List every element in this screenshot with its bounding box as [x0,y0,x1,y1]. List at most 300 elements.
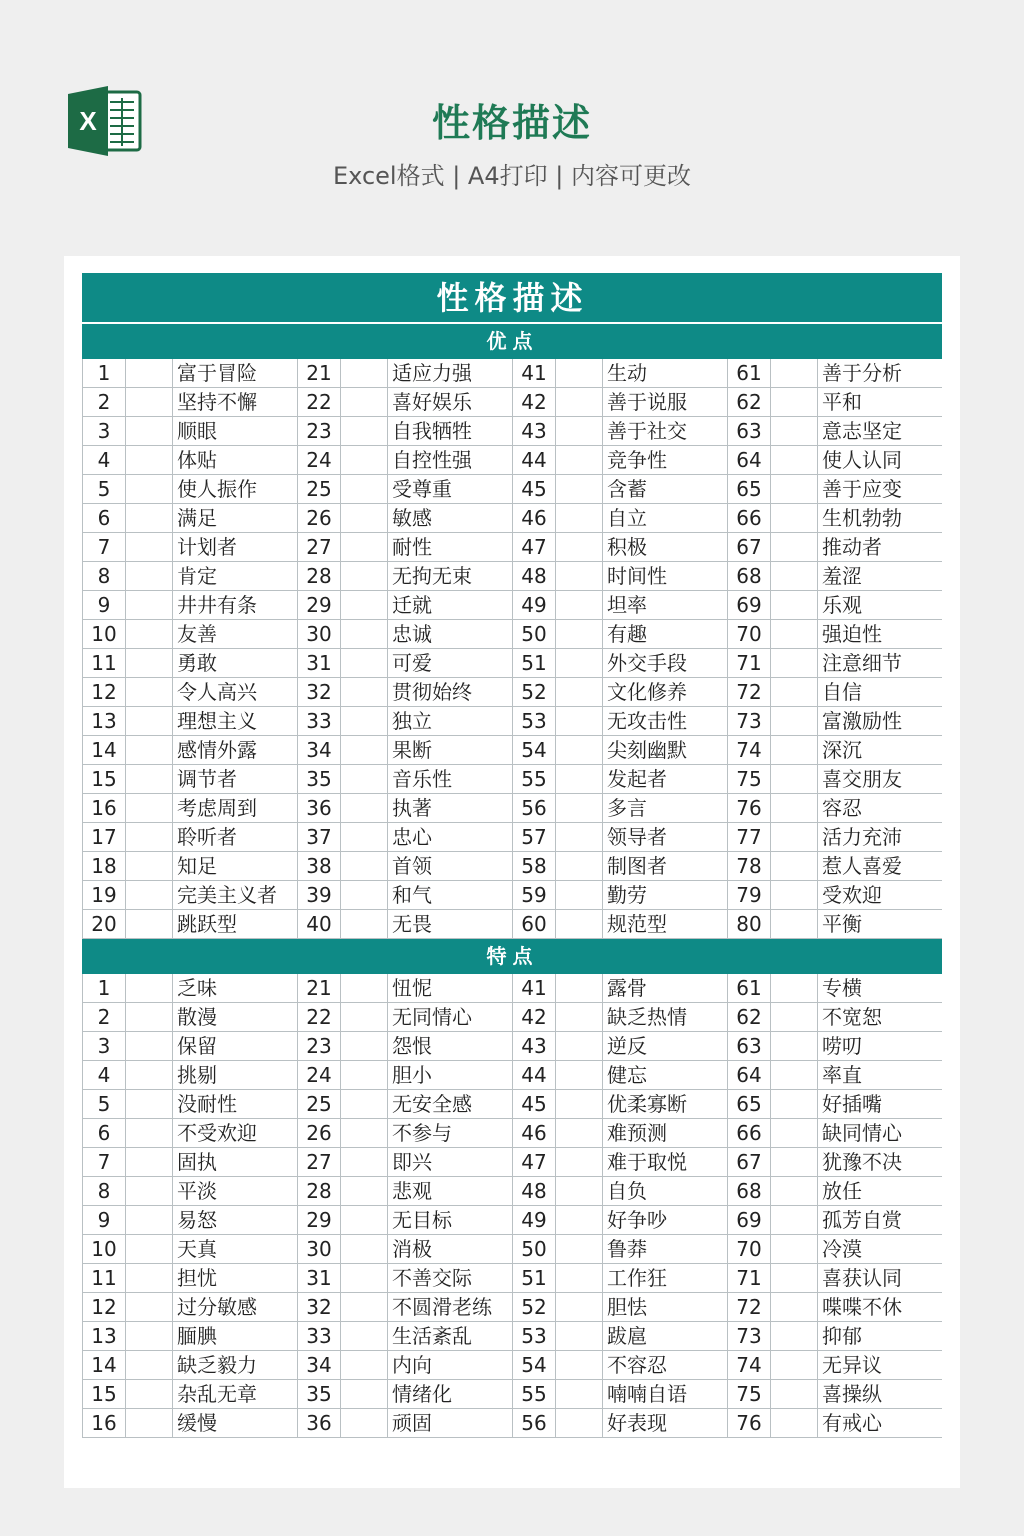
cell-number[interactable]: 1 [83,974,126,1003]
cell-trait[interactable]: 没耐性 [173,1090,298,1119]
cell-trait[interactable]: 挑剔 [173,1061,298,1090]
cell-trait[interactable]: 自立 [603,504,728,533]
cell-trait[interactable]: 杂乱无章 [173,1380,298,1409]
cell-number[interactable]: 27 [298,1148,341,1177]
cell-number[interactable]: 47 [513,1148,556,1177]
cell-number[interactable]: 25 [298,475,341,504]
cell-empty[interactable] [556,1177,603,1206]
cell-trait[interactable]: 担忧 [173,1264,298,1293]
cell-number[interactable]: 19 [83,881,126,910]
cell-number[interactable]: 73 [728,1322,771,1351]
cell-number[interactable]: 2 [83,388,126,417]
cell-number[interactable]: 64 [728,446,771,475]
cell-number[interactable]: 66 [728,1119,771,1148]
cell-number[interactable]: 67 [728,533,771,562]
cell-number[interactable]: 18 [83,852,126,881]
cell-empty[interactable] [556,1264,603,1293]
cell-empty[interactable] [771,1235,818,1264]
cell-trait[interactable]: 强迫性 [818,620,943,649]
cell-trait[interactable]: 善于分析 [818,359,943,388]
cell-trait[interactable]: 怨恨 [388,1032,513,1061]
cell-trait[interactable]: 勇敢 [173,649,298,678]
cell-trait[interactable]: 无同情心 [388,1003,513,1032]
cell-empty[interactable] [341,1061,388,1090]
cell-empty[interactable] [341,823,388,852]
cell-empty[interactable] [126,974,173,1003]
cell-number[interactable]: 52 [513,678,556,707]
cell-trait[interactable]: 跳跃型 [173,910,298,939]
cell-number[interactable]: 26 [298,504,341,533]
cell-empty[interactable] [556,1206,603,1235]
cell-number[interactable]: 22 [298,388,341,417]
cell-number[interactable]: 54 [513,1351,556,1380]
cell-empty[interactable] [771,562,818,591]
cell-trait[interactable]: 不圆滑老练 [388,1293,513,1322]
cell-trait[interactable]: 无拘无束 [388,562,513,591]
cell-trait[interactable]: 犹豫不决 [818,1148,943,1177]
cell-number[interactable]: 12 [83,678,126,707]
cell-trait[interactable]: 胆怯 [603,1293,728,1322]
cell-number[interactable]: 22 [298,1003,341,1032]
cell-number[interactable]: 12 [83,1293,126,1322]
cell-trait[interactable]: 专横 [818,974,943,1003]
cell-empty[interactable] [771,1351,818,1380]
cell-number[interactable]: 9 [83,591,126,620]
cell-trait[interactable]: 工作狂 [603,1264,728,1293]
cell-empty[interactable] [126,678,173,707]
cell-trait[interactable]: 平和 [818,388,943,417]
cell-number[interactable]: 65 [728,475,771,504]
cell-empty[interactable] [341,678,388,707]
cell-trait[interactable]: 喜操纵 [818,1380,943,1409]
cell-trait[interactable]: 乏味 [173,974,298,1003]
cell-number[interactable]: 34 [298,1351,341,1380]
cell-number[interactable]: 79 [728,881,771,910]
cell-number[interactable]: 80 [728,910,771,939]
cell-number[interactable]: 71 [728,1264,771,1293]
cell-trait[interactable]: 不受欢迎 [173,1119,298,1148]
cell-number[interactable]: 29 [298,591,341,620]
cell-trait[interactable]: 不容忍 [603,1351,728,1380]
cell-number[interactable]: 46 [513,504,556,533]
cell-number[interactable]: 13 [83,707,126,736]
cell-empty[interactable] [341,765,388,794]
cell-empty[interactable] [126,910,173,939]
cell-trait[interactable]: 尖刻幽默 [603,736,728,765]
cell-trait[interactable]: 自我牺牲 [388,417,513,446]
cell-number[interactable]: 35 [298,1380,341,1409]
cell-trait[interactable]: 天真 [173,1235,298,1264]
cell-number[interactable]: 25 [298,1090,341,1119]
cell-trait[interactable]: 勤劳 [603,881,728,910]
cell-number[interactable]: 69 [728,1206,771,1235]
cell-empty[interactable] [126,823,173,852]
cell-trait[interactable]: 内向 [388,1351,513,1380]
cell-trait[interactable]: 好表现 [603,1409,728,1438]
cell-trait[interactable]: 耐性 [388,533,513,562]
cell-trait[interactable]: 好争吵 [603,1206,728,1235]
cell-number[interactable]: 7 [83,1148,126,1177]
cell-trait[interactable]: 易怒 [173,1206,298,1235]
cell-trait[interactable]: 抑郁 [818,1322,943,1351]
cell-empty[interactable] [771,1409,818,1438]
cell-empty[interactable] [771,417,818,446]
cell-trait[interactable]: 不参与 [388,1119,513,1148]
cell-empty[interactable] [126,562,173,591]
cell-trait[interactable]: 有趣 [603,620,728,649]
cell-number[interactable]: 28 [298,562,341,591]
cell-trait[interactable]: 顺眼 [173,417,298,446]
cell-empty[interactable] [771,1264,818,1293]
cell-number[interactable]: 11 [83,1264,126,1293]
cell-number[interactable]: 39 [298,881,341,910]
cell-trait[interactable]: 率直 [818,1061,943,1090]
cell-trait[interactable]: 活力充沛 [818,823,943,852]
cell-trait[interactable]: 缺同情心 [818,1119,943,1148]
cell-trait[interactable]: 忠诚 [388,620,513,649]
cell-number[interactable]: 7 [83,533,126,562]
cell-empty[interactable] [771,620,818,649]
cell-trait[interactable]: 使人振作 [173,475,298,504]
cell-empty[interactable] [341,649,388,678]
cell-trait[interactable]: 喜获认同 [818,1264,943,1293]
cell-trait[interactable]: 善于说服 [603,388,728,417]
cell-number[interactable]: 56 [513,1409,556,1438]
cell-empty[interactable] [771,475,818,504]
cell-trait[interactable]: 考虑周到 [173,794,298,823]
cell-trait[interactable]: 散漫 [173,1003,298,1032]
cell-empty[interactable] [771,1032,818,1061]
cell-empty[interactable] [556,765,603,794]
cell-number[interactable]: 21 [298,974,341,1003]
cell-number[interactable]: 27 [298,533,341,562]
cell-empty[interactable] [556,678,603,707]
cell-number[interactable]: 16 [83,1409,126,1438]
cell-empty[interactable] [556,591,603,620]
cell-trait[interactable]: 平衡 [818,910,943,939]
cell-number[interactable]: 51 [513,1264,556,1293]
cell-trait[interactable]: 忠心 [388,823,513,852]
cell-trait[interactable]: 使人认同 [818,446,943,475]
cell-number[interactable]: 53 [513,707,556,736]
cell-number[interactable]: 33 [298,1322,341,1351]
cell-empty[interactable] [771,1206,818,1235]
cell-trait[interactable]: 健忘 [603,1061,728,1090]
cell-trait[interactable]: 坦率 [603,591,728,620]
cell-empty[interactable] [771,504,818,533]
cell-trait[interactable]: 悲观 [388,1177,513,1206]
cell-number[interactable]: 35 [298,765,341,794]
cell-number[interactable]: 36 [298,794,341,823]
cell-empty[interactable] [556,533,603,562]
cell-empty[interactable] [126,1322,173,1351]
cell-empty[interactable] [556,649,603,678]
cell-empty[interactable] [556,417,603,446]
cell-trait[interactable]: 领导者 [603,823,728,852]
cell-number[interactable]: 52 [513,1293,556,1322]
cell-trait[interactable]: 腼腆 [173,1322,298,1351]
cell-number[interactable]: 61 [728,359,771,388]
cell-trait[interactable]: 平淡 [173,1177,298,1206]
cell-number[interactable]: 5 [83,475,126,504]
cell-empty[interactable] [771,736,818,765]
cell-number[interactable]: 49 [513,591,556,620]
cell-number[interactable]: 16 [83,794,126,823]
cell-empty[interactable] [556,707,603,736]
cell-empty[interactable] [341,910,388,939]
cell-empty[interactable] [556,1351,603,1380]
cell-empty[interactable] [126,591,173,620]
cell-empty[interactable] [126,1293,173,1322]
cell-empty[interactable] [341,736,388,765]
cell-number[interactable]: 69 [728,591,771,620]
cell-trait[interactable]: 完美主义者 [173,881,298,910]
cell-empty[interactable] [126,1177,173,1206]
cell-empty[interactable] [341,1206,388,1235]
cell-number[interactable]: 57 [513,823,556,852]
cell-number[interactable]: 77 [728,823,771,852]
cell-trait[interactable]: 调节者 [173,765,298,794]
cell-empty[interactable] [126,1264,173,1293]
cell-trait[interactable]: 羞涩 [818,562,943,591]
cell-number[interactable]: 75 [728,765,771,794]
cell-trait[interactable]: 放任 [818,1177,943,1206]
cell-trait[interactable]: 文化修养 [603,678,728,707]
cell-empty[interactable] [771,1090,818,1119]
cell-empty[interactable] [771,1293,818,1322]
cell-number[interactable]: 55 [513,765,556,794]
cell-empty[interactable] [556,910,603,939]
cell-trait[interactable]: 无畏 [388,910,513,939]
cell-trait[interactable]: 受欢迎 [818,881,943,910]
cell-empty[interactable] [771,823,818,852]
cell-empty[interactable] [341,533,388,562]
cell-number[interactable]: 49 [513,1206,556,1235]
cell-empty[interactable] [341,707,388,736]
cell-number[interactable]: 71 [728,649,771,678]
cell-number[interactable]: 78 [728,852,771,881]
cell-trait[interactable]: 无攻击性 [603,707,728,736]
cell-trait[interactable]: 满足 [173,504,298,533]
cell-number[interactable]: 50 [513,1235,556,1264]
cell-empty[interactable] [126,1061,173,1090]
cell-number[interactable]: 43 [513,417,556,446]
cell-empty[interactable] [341,1235,388,1264]
cell-empty[interactable] [341,1032,388,1061]
cell-empty[interactable] [771,707,818,736]
cell-number[interactable]: 31 [298,1264,341,1293]
cell-number[interactable]: 14 [83,736,126,765]
cell-number[interactable]: 37 [298,823,341,852]
cell-trait[interactable]: 富于冒险 [173,359,298,388]
cell-empty[interactable] [126,504,173,533]
cell-empty[interactable] [341,359,388,388]
cell-empty[interactable] [556,736,603,765]
cell-number[interactable]: 53 [513,1322,556,1351]
cell-number[interactable]: 14 [83,1351,126,1380]
cell-empty[interactable] [556,1032,603,1061]
cell-trait[interactable]: 执著 [388,794,513,823]
cell-trait[interactable]: 乐观 [818,591,943,620]
cell-number[interactable]: 48 [513,562,556,591]
cell-number[interactable]: 41 [513,359,556,388]
cell-empty[interactable] [341,504,388,533]
cell-empty[interactable] [341,1380,388,1409]
cell-trait[interactable]: 优柔寡断 [603,1090,728,1119]
cell-trait[interactable]: 善于应变 [818,475,943,504]
cell-trait[interactable]: 注意细节 [818,649,943,678]
cell-number[interactable]: 11 [83,649,126,678]
cell-trait[interactable]: 迁就 [388,591,513,620]
cell-trait[interactable]: 井井有条 [173,591,298,620]
cell-trait[interactable]: 知足 [173,852,298,881]
cell-empty[interactable] [556,504,603,533]
cell-trait[interactable]: 生机勃勃 [818,504,943,533]
cell-empty[interactable] [771,852,818,881]
cell-empty[interactable] [126,620,173,649]
cell-empty[interactable] [771,1003,818,1032]
cell-empty[interactable] [341,1090,388,1119]
cell-trait[interactable]: 情绪化 [388,1380,513,1409]
cell-empty[interactable] [126,1235,173,1264]
cell-number[interactable]: 72 [728,1293,771,1322]
cell-trait[interactable]: 意志坚定 [818,417,943,446]
cell-trait[interactable]: 含蓄 [603,475,728,504]
cell-number[interactable]: 21 [298,359,341,388]
cell-empty[interactable] [556,881,603,910]
cell-empty[interactable] [126,533,173,562]
cell-trait[interactable]: 坚持不懈 [173,388,298,417]
cell-trait[interactable]: 肯定 [173,562,298,591]
cell-trait[interactable]: 首领 [388,852,513,881]
cell-empty[interactable] [556,620,603,649]
cell-empty[interactable] [341,417,388,446]
cell-trait[interactable]: 胆小 [388,1061,513,1090]
cell-empty[interactable] [771,446,818,475]
cell-empty[interactable] [556,1322,603,1351]
cell-number[interactable]: 70 [728,1235,771,1264]
cell-number[interactable]: 15 [83,1380,126,1409]
cell-trait[interactable]: 有戒心 [818,1409,943,1438]
cell-number[interactable]: 34 [298,736,341,765]
cell-trait[interactable]: 音乐性 [388,765,513,794]
cell-trait[interactable]: 无安全感 [388,1090,513,1119]
cell-empty[interactable] [341,881,388,910]
cell-trait[interactable]: 喜交朋友 [818,765,943,794]
cell-number[interactable]: 6 [83,504,126,533]
cell-trait[interactable]: 时间性 [603,562,728,591]
cell-trait[interactable]: 缓慢 [173,1409,298,1438]
cell-trait[interactable]: 忸怩 [388,974,513,1003]
cell-trait[interactable]: 善于社交 [603,417,728,446]
cell-empty[interactable] [126,1148,173,1177]
cell-number[interactable]: 47 [513,533,556,562]
cell-empty[interactable] [771,765,818,794]
cell-empty[interactable] [556,823,603,852]
cell-empty[interactable] [556,475,603,504]
cell-empty[interactable] [556,562,603,591]
cell-number[interactable]: 23 [298,417,341,446]
cell-number[interactable]: 44 [513,446,556,475]
cell-trait[interactable]: 喜好娱乐 [388,388,513,417]
cell-empty[interactable] [771,388,818,417]
cell-empty[interactable] [771,1322,818,1351]
cell-number[interactable]: 65 [728,1090,771,1119]
cell-empty[interactable] [771,881,818,910]
cell-empty[interactable] [556,359,603,388]
cell-number[interactable]: 54 [513,736,556,765]
cell-trait[interactable]: 好插嘴 [818,1090,943,1119]
cell-number[interactable]: 26 [298,1119,341,1148]
cell-number[interactable]: 10 [83,620,126,649]
cell-trait[interactable]: 独立 [388,707,513,736]
cell-trait[interactable]: 自负 [603,1177,728,1206]
cell-empty[interactable] [771,1148,818,1177]
cell-trait[interactable]: 积极 [603,533,728,562]
cell-empty[interactable] [341,1003,388,1032]
cell-trait[interactable]: 生动 [603,359,728,388]
cell-empty[interactable] [126,881,173,910]
cell-empty[interactable] [771,591,818,620]
cell-number[interactable]: 30 [298,620,341,649]
cell-empty[interactable] [126,736,173,765]
cell-number[interactable]: 51 [513,649,556,678]
cell-empty[interactable] [771,678,818,707]
cell-number[interactable]: 76 [728,794,771,823]
cell-trait[interactable]: 过分敏感 [173,1293,298,1322]
cell-number[interactable]: 58 [513,852,556,881]
cell-empty[interactable] [556,852,603,881]
cell-empty[interactable] [126,707,173,736]
cell-number[interactable]: 36 [298,1409,341,1438]
cell-trait[interactable]: 计划者 [173,533,298,562]
cell-trait[interactable]: 保留 [173,1032,298,1061]
cell-empty[interactable] [771,1177,818,1206]
cell-empty[interactable] [556,1003,603,1032]
cell-empty[interactable] [771,649,818,678]
cell-number[interactable]: 60 [513,910,556,939]
cell-empty[interactable] [556,794,603,823]
cell-empty[interactable] [556,1061,603,1090]
cell-empty[interactable] [126,794,173,823]
cell-trait[interactable]: 适应力强 [388,359,513,388]
cell-number[interactable]: 62 [728,1003,771,1032]
cell-trait[interactable]: 逆反 [603,1032,728,1061]
cell-number[interactable]: 41 [513,974,556,1003]
cell-empty[interactable] [126,1206,173,1235]
cell-number[interactable]: 48 [513,1177,556,1206]
cell-trait[interactable]: 可爱 [388,649,513,678]
cell-empty[interactable] [556,974,603,1003]
cell-trait[interactable]: 深沉 [818,736,943,765]
cell-empty[interactable] [341,620,388,649]
cell-empty[interactable] [771,533,818,562]
cell-number[interactable]: 10 [83,1235,126,1264]
cell-number[interactable]: 56 [513,794,556,823]
cell-trait[interactable]: 理想主义 [173,707,298,736]
cell-trait[interactable]: 推动者 [818,533,943,562]
cell-empty[interactable] [341,794,388,823]
cell-number[interactable]: 32 [298,1293,341,1322]
cell-trait[interactable]: 无异议 [818,1351,943,1380]
cell-number[interactable]: 74 [728,1351,771,1380]
cell-number[interactable]: 61 [728,974,771,1003]
cell-empty[interactable] [126,1409,173,1438]
cell-number[interactable]: 4 [83,1061,126,1090]
cell-trait[interactable]: 顽固 [388,1409,513,1438]
cell-trait[interactable]: 冷漠 [818,1235,943,1264]
cell-number[interactable]: 44 [513,1061,556,1090]
